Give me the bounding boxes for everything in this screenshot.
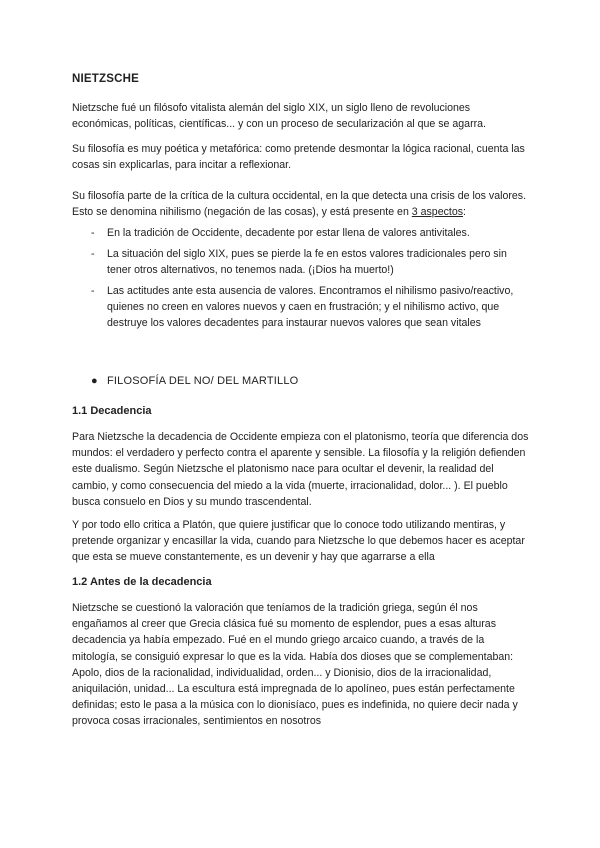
aspects-link: 3 aspectos: [411, 206, 464, 219]
section-bullet-label: FILOSOFÍA DEL NO/ DEL MARTILLO: [107, 375, 299, 387]
intro-paragraph: Nietzsche fué un filósofo vitalista alemán del siglo XIX, un siglo lleno de revoluciones económicas, políticas, científicas... y con un proceso de secularización al que se agarra.: [72, 102, 486, 131]
plato-paragraph: Y por todo ello critica a Platón, que quiere justificar que lo conoce todo utilizando mentiras, y pretende organizar y encasillar la vida, cuando para Nietzsche lo que debemos hacer es aceptar que esta se mueve constantemente, es un devenir y hay que agarrarse a ella: [72, 519, 525, 564]
decadence-paragraph: Para Nietzsche la decadencia de Occidente empieza con el platonismo, teoría que diferencia dos mundos: el verdadero y perfecto contra el aparente y sensible. La filosofía y la religión defienden este dualismo. Según Nietzsche el platonismo nace para ocultar el devenir, la realidad del cambio, y como consecuencia del miedo a la vida (muerte, irracionalidad, dolor... ). El pueblo busca consuelo en Dios y su mundo trascendental.: [72, 431, 529, 508]
nihilism-text: Su filosofía parte de la crítica de la cultura occidental, en la que detecta una crisis de los valores. Esto se denomina nihilismo (negación de las cosas), y está presente en: [72, 190, 527, 219]
dash-marker: -: [91, 285, 95, 297]
bullet-icon: ●: [91, 375, 98, 387]
dash-marker: -: [91, 248, 95, 260]
aspect-text: La situación del siglo XIX, pues se pierde la fe en estos valores tradicionales pero sin tener otros alternativos, no tenemos nada. (¡Dios ha muerto!): [107, 248, 507, 277]
style-paragraph: Su filosofía es muy poética y metafórica: como pretende desmontar la lógica racional, cuenta las cosas sin explicarlas, para incitar a reflexionar.: [72, 143, 525, 172]
aspect-text: En la tradición de Occidente, decadente por estar llena de valores antivitales.: [107, 227, 470, 239]
heading-antes-decadencia: 1.2 Antes de la decadencia: [72, 576, 212, 588]
greek-paragraph: Nietzsche se cuestionó la valoración que teníamos de la tradición griega, según él nos engañamos al creer que Grecia clásica fué su momento de esplendor, pues a esas alturas decadencia ya había empezado. Fué en el mundo griego arcaico cuando, a través de la mitología, se consiguió expresar lo que es la vida. Había dos dioses que se complementaban: Apolo, dios de la racionalidad, individualidad, orden... y Dionisio, dios de la irracionalidad, aniquilación, unidad... La escultura está impregnada de lo apolíneo, pues están perfectamente definidas; esto le pasa a la música con lo dionisíaco, pues es indefinida, no quiere decir nada y provoca cosas irracionales, sentimientos en nosotros: [72, 602, 518, 728]
nihilism-colon: :: [463, 206, 466, 219]
aspect-text: Las actitudes ante esta ausencia de valores. Encontramos el nihilismo pasivo/reactivo, quienes no creen en valores nuevos y caen en frustración; y el nihilismo activo, que destruye los valores decadentes para instaurar nuevos valores que sean vitales: [107, 285, 514, 330]
nihilism-paragraph: [72, 188, 532, 220]
heading-decadencia: 1.1 Decadencia: [72, 405, 152, 417]
dash-marker: -: [91, 227, 95, 239]
page-title: NIETZSCHE: [72, 73, 139, 85]
